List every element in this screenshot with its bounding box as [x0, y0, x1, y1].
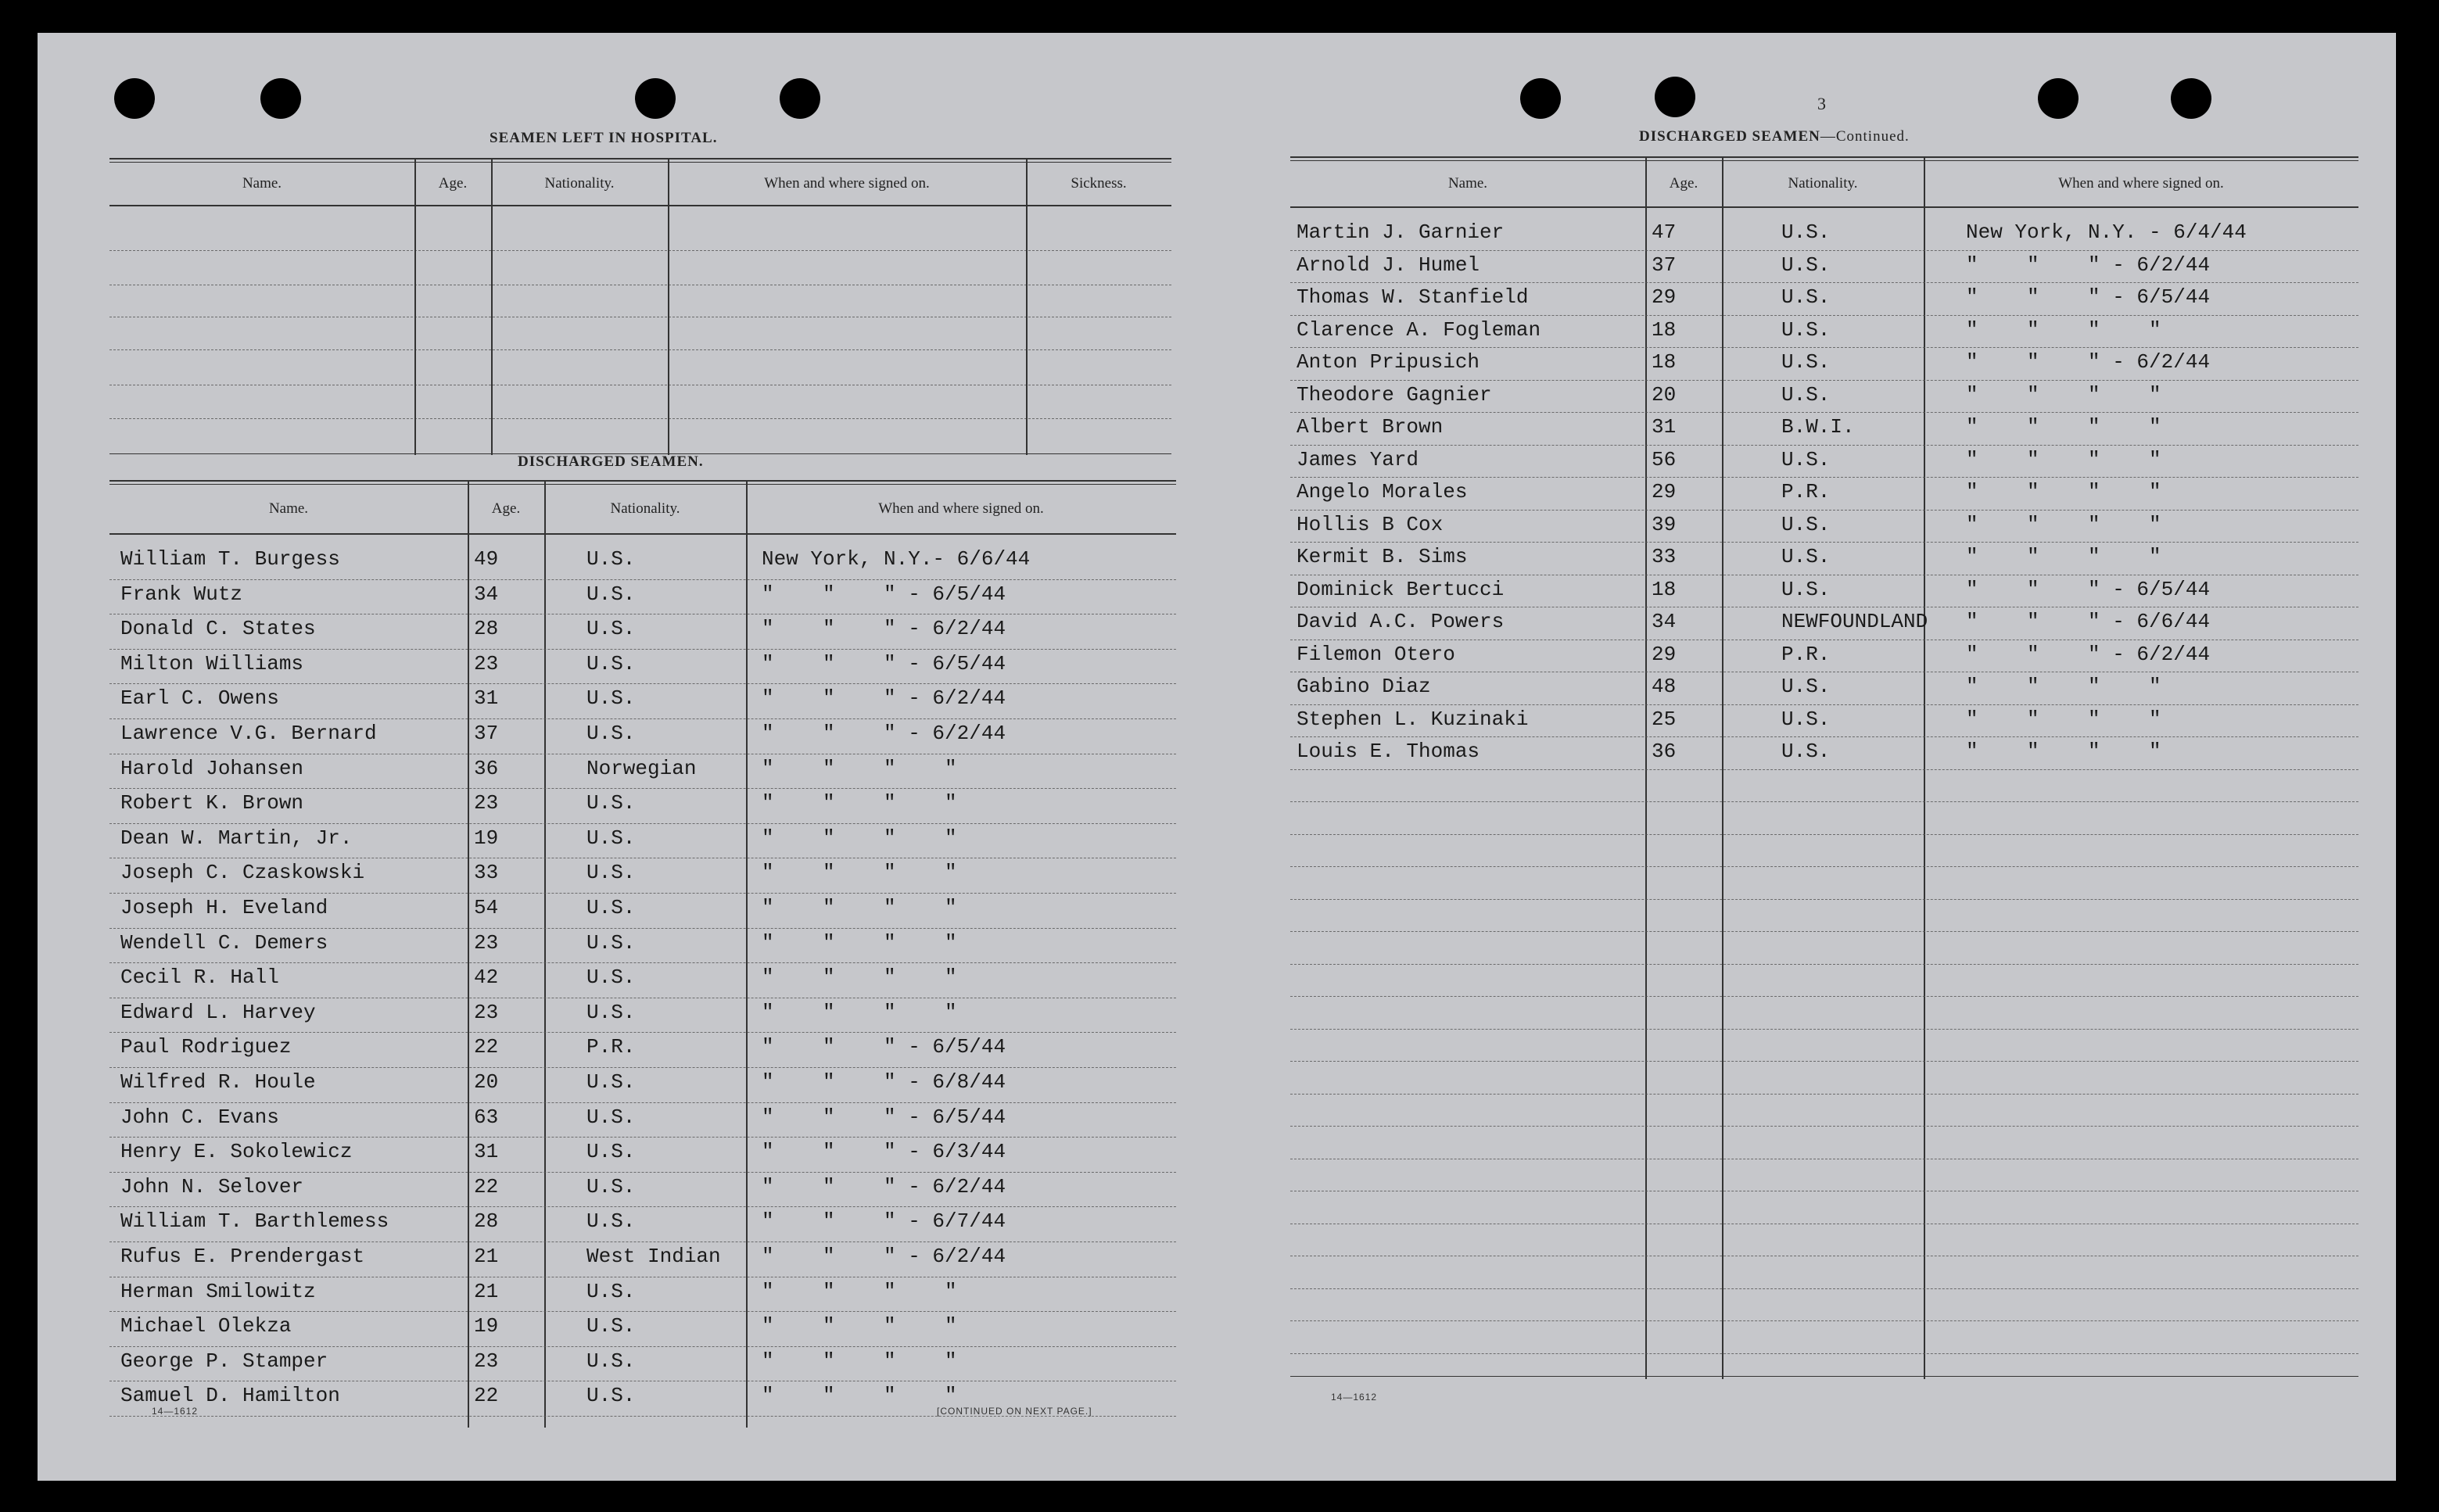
seaman-name: Joseph C. Czaskowski [120, 861, 365, 885]
seaman-age: 34 [1652, 610, 1677, 633]
seaman-signed-on: " " " - 6/5/44 [762, 1035, 1006, 1059]
ruling-line [109, 1137, 1176, 1138]
punch-hole [1520, 78, 1561, 119]
table-row [109, 615, 1176, 650]
seaman-name: Albert Brown [1297, 415, 1444, 439]
seaman-name: Theodore Gagnier [1297, 382, 1492, 407]
seaman-name: Louis E. Thomas [1297, 740, 1480, 763]
seaman-name: Kermit B. Sims [1297, 545, 1468, 568]
seaman-signed-on: New York, N.Y.- 6/6/44 [762, 547, 1031, 571]
discharged-continued-title [1639, 128, 1910, 145]
discharged-continued-title-rest: —Continued. [1820, 128, 1910, 145]
seaman-name: Angelo Morales [1297, 480, 1468, 503]
seaman-name: William T. Barthlemess [120, 1209, 389, 1234]
seaman-signed-on: " " " " [762, 1349, 957, 1373]
seaman-nationality: U.S. [1781, 577, 1831, 601]
ruling-line [109, 1241, 1176, 1242]
seaman-signed-on: " " " " [762, 896, 957, 919]
seaman-name: Joseph H. Eveland [120, 896, 328, 919]
discharged-header-name: Name. [268, 500, 309, 517]
seaman-nationality: U.S. [586, 651, 636, 675]
ruling-line [1290, 412, 2358, 413]
seaman-age: 20 [1652, 382, 1677, 407]
seaman-signed-on: " " " " [762, 1384, 957, 1408]
seaman-nationality: U.S. [586, 1000, 636, 1024]
ruling-line [109, 1102, 1176, 1103]
ruling-line [1290, 477, 2358, 478]
seaman-nationality: U.S. [586, 1070, 636, 1094]
seaman-signed-on: " " " " [1966, 512, 2161, 536]
seaman-age: 56 [1652, 447, 1677, 471]
table-row [1290, 543, 2358, 576]
table-row [1290, 608, 2358, 641]
seaman-signed-on: " " " " [1966, 707, 2161, 731]
seaman-signed-on: " " " " [762, 966, 957, 990]
seaman-age: 18 [1652, 577, 1677, 601]
seaman-nationality: U.S. [1781, 253, 1831, 277]
seaman-name: John C. Evans [120, 1105, 279, 1129]
hospital-table [109, 158, 1171, 455]
seaman-nationality: U.S. [586, 1105, 636, 1129]
seaman-signed-on: " " " - 6/3/44 [762, 1140, 1006, 1164]
ruling-line [109, 1032, 1176, 1033]
table-row [1290, 349, 2358, 382]
seaman-signed-on: " " " - 6/2/44 [762, 686, 1006, 711]
seaman-signed-on: " " " " [1966, 545, 2161, 568]
seaman-age: 48 [1652, 675, 1677, 698]
discharged-section-title: DISCHARGED SEAMEN. [518, 453, 704, 470]
table-row [109, 1138, 1176, 1173]
seaman-age: 39 [1652, 512, 1677, 536]
seaman-name: Stephen L. Kuzinaki [1297, 707, 1529, 731]
punch-hole [2171, 78, 2211, 119]
seaman-nationality: P.R. [586, 1035, 636, 1059]
table-row [109, 859, 1176, 894]
seaman-age: 22 [474, 1384, 499, 1408]
seaman-name: John N. Selover [120, 1174, 304, 1198]
seaman-signed-on: " " " - 6/2/44 [762, 1245, 1006, 1268]
table-row [1290, 446, 2358, 479]
table-row [1290, 284, 2358, 317]
ruling-line [109, 579, 1176, 580]
seaman-signed-on: " " " - 6/2/44 [762, 722, 1006, 745]
ruling-line [1290, 1126, 2358, 1127]
seaman-signed-on: " " " - 6/5/44 [1966, 285, 2211, 309]
seaman-name: James Yard [1297, 447, 1419, 471]
table-row [109, 999, 1176, 1034]
table-row [109, 1278, 1176, 1313]
seaman-signed-on: " " " - 6/2/44 [1966, 642, 2211, 666]
seaman-signed-on: New York, N.Y. - 6/4/44 [1966, 220, 2247, 244]
seaman-nationality: U.S. [586, 1314, 636, 1338]
seaman-signed-on: " " " - 6/2/44 [762, 1174, 1006, 1198]
seaman-age: 22 [474, 1174, 499, 1198]
seaman-name: Filemon Otero [1297, 642, 1455, 666]
ruling-line [1290, 801, 2358, 802]
punch-hole [114, 78, 155, 119]
continued-header-signed-on: When and where signed on. [2058, 175, 2224, 192]
table-row [109, 755, 1176, 790]
table-row [109, 790, 1176, 825]
seaman-name: Thomas W. Stanfield [1297, 285, 1529, 309]
seaman-age: 29 [1652, 285, 1677, 309]
seaman-nationality: U.S. [1781, 545, 1831, 568]
seaman-nationality: U.S. [586, 1384, 636, 1408]
hospital-header-nationality: Nationality. [544, 175, 615, 192]
table-row [1290, 576, 2358, 609]
punch-hole [1655, 77, 1695, 117]
ruling-line [1290, 931, 2358, 932]
seaman-name: Edward L. Harvey [120, 1000, 316, 1024]
seaman-age: 23 [474, 791, 499, 815]
seaman-signed-on: " " " - 6/2/44 [762, 617, 1006, 641]
seaman-nationality: U.S. [1781, 285, 1831, 309]
seaman-nationality: U.S. [586, 896, 636, 919]
seaman-age: 37 [1652, 253, 1677, 277]
seaman-name: Arnold J. Humel [1297, 253, 1480, 277]
seaman-nationality: West Indian [586, 1245, 721, 1268]
ruling-line [1290, 899, 2358, 900]
seaman-nationality: U.S. [586, 582, 636, 606]
table-row [109, 1104, 1176, 1139]
seaman-signed-on: " " " " [1966, 382, 2161, 407]
ruling-line [109, 928, 1176, 929]
ruling-line [1290, 996, 2358, 997]
ruling-line [1290, 1029, 2358, 1030]
seaman-age: 31 [474, 686, 499, 711]
table-row [1290, 382, 2358, 414]
seaman-age: 54 [474, 896, 499, 919]
seaman-nationality: U.S. [1781, 740, 1831, 763]
seaman-signed-on: " " " " [762, 1279, 957, 1303]
seaman-signed-on: " " " " [762, 756, 957, 780]
ruling-line [109, 823, 1176, 824]
seaman-signed-on: " " " - 6/5/44 [1966, 577, 2211, 601]
ruling-line [1290, 769, 2358, 770]
punch-hole [260, 78, 301, 119]
seaman-signed-on: " " " - 6/7/44 [762, 1209, 1006, 1234]
seaman-nationality: U.S. [586, 826, 636, 850]
seaman-signed-on: " " " - 6/5/44 [762, 582, 1006, 606]
seaman-nationality: Norwegian [586, 756, 697, 780]
seaman-age: 28 [474, 617, 499, 641]
seaman-nationality: U.S. [1781, 220, 1831, 244]
ruling-line [109, 962, 1176, 963]
seaman-name: Gabino Diaz [1297, 675, 1431, 698]
table-row [109, 1208, 1176, 1243]
table-row [1290, 478, 2358, 511]
seaman-name: Dominick Bertucci [1297, 577, 1505, 601]
seaman-nationality: U.S. [586, 1140, 636, 1164]
seaman-age: 21 [474, 1245, 499, 1268]
hospital-header-age: Age. [438, 175, 468, 192]
seaman-nationality: U.S. [1781, 675, 1831, 698]
hospital-header-sickness: Sickness. [1071, 175, 1127, 192]
seaman-age: 25 [1652, 707, 1677, 731]
seaman-name: Hollis B Cox [1297, 512, 1444, 536]
table-row [109, 1069, 1176, 1104]
form-code-left: 14—1612 [152, 1406, 199, 1417]
ruling-line [1290, 866, 2358, 867]
ruling-line [109, 788, 1176, 789]
seaman-age: 21 [474, 1279, 499, 1303]
seaman-nationality: U.S. [1781, 447, 1831, 471]
seaman-signed-on: " " " " [762, 791, 957, 815]
table-row [1290, 641, 2358, 674]
seaman-name: Samuel D. Hamilton [120, 1384, 340, 1408]
ruling-line [109, 1172, 1176, 1173]
ruling-line [1290, 380, 2358, 381]
seaman-age: 23 [474, 651, 499, 675]
seaman-age: 47 [1652, 220, 1677, 244]
seaman-age: 29 [1652, 480, 1677, 503]
ruling-line [1290, 1061, 2358, 1062]
seaman-signed-on: " " " - 6/8/44 [762, 1070, 1006, 1094]
seaman-name: Rufus E. Prendergast [120, 1245, 365, 1268]
seaman-name: George P. Stamper [120, 1349, 328, 1373]
table-row [109, 1313, 1176, 1348]
table-row [109, 1348, 1176, 1383]
seaman-name: Donald C. States [120, 617, 316, 641]
seaman-signed-on: " " " " [762, 1000, 957, 1024]
ruling-line [1290, 1320, 2358, 1321]
ruling-line [1290, 1353, 2358, 1354]
continued-header-name: Name. [1447, 175, 1488, 192]
seaman-nationality: U.S. [1781, 382, 1831, 407]
seaman-nationality: U.S. [586, 722, 636, 745]
seaman-age: 19 [474, 1314, 499, 1338]
seaman-nationality: U.S. [586, 861, 636, 885]
table-row [109, 964, 1176, 999]
ruling-line [109, 718, 1176, 719]
table-row [109, 581, 1176, 616]
seaman-age: 22 [474, 1035, 499, 1059]
table-row [1290, 414, 2358, 446]
table-row [109, 1034, 1176, 1069]
seaman-age: 23 [474, 1349, 499, 1373]
seaman-age: 23 [474, 1000, 499, 1024]
table-row [109, 894, 1176, 930]
seaman-nationality: U.S. [1781, 707, 1831, 731]
seaman-age: 33 [1652, 545, 1677, 568]
ruling-line [1290, 282, 2358, 283]
seaman-age: 18 [1652, 317, 1677, 342]
ledger-sheet [38, 33, 2396, 1481]
seaman-name: Cecil R. Hall [120, 966, 279, 990]
form-code-right: 14—1612 [1331, 1392, 1378, 1403]
seaman-name: Dean W. Martin, Jr. [120, 826, 353, 850]
discharged-continued-title-bold: DISCHARGED SEAMEN [1639, 128, 1820, 145]
table-row [1290, 317, 2358, 349]
seaman-nationality: U.S. [1781, 512, 1831, 536]
discharged-table-left [109, 480, 1176, 1428]
table-row [109, 930, 1176, 965]
ruling-line [1290, 250, 2358, 251]
continued-header-age: Age. [1669, 175, 1698, 192]
seaman-nationality: U.S. [586, 686, 636, 711]
seaman-signed-on: " " " - 6/5/44 [762, 651, 1006, 675]
ruling-line [1290, 834, 2358, 835]
seaman-signed-on: " " " " [762, 826, 957, 850]
continued-footer: [CONTINUED ON NEXT PAGE.] [937, 1406, 1092, 1417]
table-row [109, 720, 1176, 755]
seaman-name: Michael Olekza [120, 1314, 292, 1338]
seaman-age: 42 [474, 966, 499, 990]
punch-hole [2038, 78, 2079, 119]
seaman-name: William T. Burgess [120, 547, 340, 571]
seaman-nationality: U.S. [586, 791, 636, 815]
discharged-header-signed-on: When and where signed on. [878, 500, 1044, 517]
ruling-line [109, 1311, 1176, 1312]
seaman-age: 20 [474, 1070, 499, 1094]
seaman-name: Earl C. Owens [120, 686, 279, 711]
seaman-signed-on: " " " " [762, 1314, 957, 1338]
seaman-signed-on: " " " " [762, 861, 957, 885]
seaman-age: 49 [474, 547, 499, 571]
seaman-signed-on: " " " - 6/2/44 [1966, 253, 2211, 277]
seaman-age: 28 [474, 1209, 499, 1234]
seaman-name: Anton Pripusich [1297, 350, 1480, 374]
seaman-nationality: U.S. [586, 966, 636, 990]
discharged-table-right [1290, 156, 2358, 1379]
seaman-name: Lawrence V.G. Bernard [120, 722, 377, 745]
seaman-signed-on: " " " " [1966, 740, 2161, 763]
seaman-signed-on: " " " " [1966, 447, 2161, 471]
seaman-signed-on: " " " " [762, 930, 957, 955]
seaman-nationality: U.S. [586, 1174, 636, 1198]
table-row [109, 546, 1176, 581]
punch-hole [780, 78, 820, 119]
seaman-age: 23 [474, 930, 499, 955]
seaman-name: Wendell C. Demers [120, 930, 328, 955]
seaman-name: Robert K. Brown [120, 791, 304, 815]
table-row [1290, 706, 2358, 739]
seaman-nationality: U.S. [1781, 317, 1831, 342]
seaman-nationality: U.S. [586, 1209, 636, 1234]
ruling-line [109, 1067, 1176, 1068]
ruling-line [1290, 542, 2358, 543]
seaman-signed-on: " " " " [1966, 317, 2161, 342]
seaman-nationality: U.S. [586, 1279, 636, 1303]
ruling-line [1290, 315, 2358, 316]
seaman-nationality: U.S. [586, 617, 636, 641]
seaman-nationality: U.S. [586, 547, 636, 571]
seaman-age: 37 [474, 722, 499, 745]
seaman-signed-on: " " " " [1966, 480, 2161, 503]
seaman-name: Martin J. Garnier [1297, 220, 1505, 244]
seaman-age: 34 [474, 582, 499, 606]
ruling-line [1290, 1288, 2358, 1289]
ruling-line [109, 649, 1176, 650]
seaman-name: Paul Rodriguez [120, 1035, 292, 1059]
seaman-nationality: U.S. [1781, 350, 1831, 374]
continued-header-nationality: Nationality. [1788, 175, 1858, 192]
seaman-age: 36 [474, 756, 499, 780]
seaman-name: Herman Smilowitz [120, 1279, 316, 1303]
ruling-line [109, 1346, 1176, 1347]
ruling-line [1290, 964, 2358, 965]
table-row [109, 650, 1176, 686]
ruling-line [109, 893, 1176, 894]
seaman-nationality: NEWFOUNDLAND [1781, 610, 1928, 633]
hospital-header-name: Name. [242, 175, 282, 192]
seaman-age: 29 [1652, 642, 1677, 666]
seaman-age: 63 [474, 1105, 499, 1129]
seaman-name: Wilfred R. Houle [120, 1070, 316, 1094]
seaman-age: 19 [474, 826, 499, 850]
seaman-name: Milton Williams [120, 651, 304, 675]
seaman-signed-on: " " " - 6/2/44 [1966, 350, 2211, 374]
hospital-header-signed-on: When and where signed on. [764, 175, 930, 192]
table-row [109, 1243, 1176, 1278]
ruling-line [1290, 704, 2358, 705]
seaman-signed-on: " " " " [1966, 415, 2161, 439]
ruling-line [1290, 1094, 2358, 1095]
seaman-nationality: B.W.I. [1781, 415, 1855, 439]
seaman-age: 33 [474, 861, 499, 885]
table-row [109, 1173, 1176, 1209]
seaman-nationality: U.S. [586, 930, 636, 955]
table-row [1290, 219, 2358, 252]
seaman-nationality: U.S. [586, 1349, 636, 1373]
seaman-nationality: P.R. [1781, 642, 1831, 666]
table-row [109, 685, 1176, 720]
ruling-line [109, 1206, 1176, 1207]
hospital-section-title: SEAMEN LEFT IN HOSPITAL. [490, 130, 718, 146]
ruling-line [1290, 347, 2358, 348]
seaman-age: 36 [1652, 740, 1677, 763]
page-number: 3 [1817, 94, 1826, 113]
ruling-line [1290, 510, 2358, 511]
seaman-signed-on: " " " - 6/5/44 [762, 1105, 1006, 1129]
seaman-nationality: P.R. [1781, 480, 1831, 503]
table-row [1290, 673, 2358, 706]
ruling-line [1290, 445, 2358, 446]
seaman-name: Frank Wutz [120, 582, 243, 606]
seaman-name: Harold Johansen [120, 756, 304, 780]
seaman-age: 18 [1652, 350, 1677, 374]
seaman-name: Henry E. Sokolewicz [120, 1140, 353, 1164]
ruling-line [109, 683, 1176, 684]
seaman-age: 31 [1652, 415, 1677, 439]
discharged-header-age: Age. [491, 500, 521, 517]
seaman-age: 31 [474, 1140, 499, 1164]
seaman-name: Clarence A. Fogleman [1297, 317, 1541, 342]
table-row [1290, 252, 2358, 285]
table-row [109, 825, 1176, 860]
table-row [1290, 738, 2358, 771]
discharged-header-nationality: Nationality. [610, 500, 680, 517]
table-row [1290, 511, 2358, 544]
ruling-line [1290, 736, 2358, 737]
seaman-signed-on: " " " " [1966, 675, 2161, 698]
seaman-name: David A.C. Powers [1297, 610, 1505, 633]
seaman-signed-on: " " " - 6/6/44 [1966, 610, 2211, 633]
punch-hole [635, 78, 676, 119]
